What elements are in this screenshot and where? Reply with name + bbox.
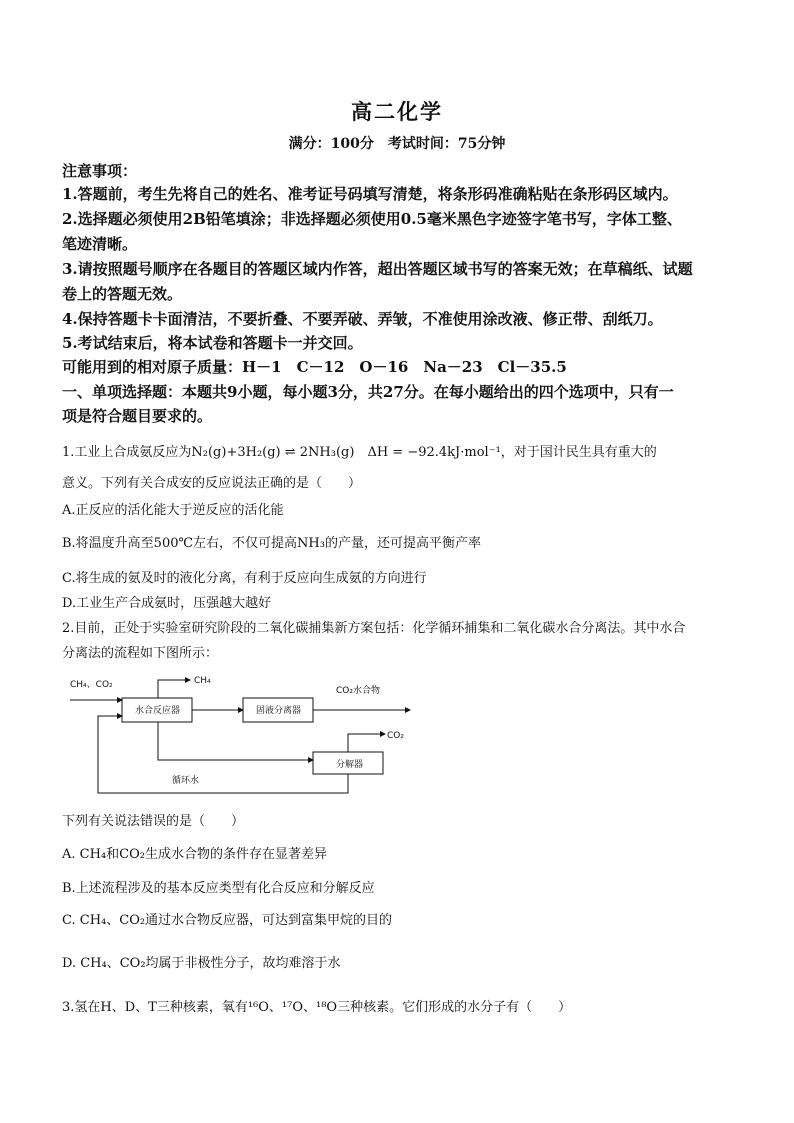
- ch4-out-label: CH₄: [194, 676, 211, 686]
- section-1-heading-line-1: 一、单项选择题：本题共9小题，每小题3分，共27分。在每小题给出的四个选项中，只有一: [62, 383, 674, 401]
- page-title: 高二化学: [351, 99, 443, 124]
- q2-option-c: C. CH₄、CO₂通过水合物反应器，可达到富集甲烷的目的: [62, 913, 393, 928]
- exam-info: 满分：100分 考试时间：75分钟: [288, 136, 506, 152]
- notice-item-3-line-2: 卷上的答题无效。: [62, 285, 183, 303]
- co2-out-arrow: [348, 734, 385, 752]
- q2-stem-line-1: 2.目前，正处于实验室研究阶段的二氧化碳捕集新方案包括：化学循环捕集和二氧化碳水合分离法。其中水合: [62, 621, 686, 636]
- section-1-heading-line-2: 项是符合题目要求的。: [62, 407, 213, 425]
- q1-option-a: A.正反应的活化能大于逆反应的活化能: [62, 503, 284, 518]
- reactor-to-decomposer-arrow: [158, 722, 313, 760]
- notice-item-2-line-1: 2.选择题必须使用2B铅笔填涂；非选择题必须使用0.5毫米黑色字迹签字笔书写，字体工整、: [62, 210, 682, 228]
- ch4-out-arrow: [158, 680, 190, 698]
- q1-option-b: B.将温度升高至500℃左右，不仅可提高NH₃的产量，还可提高平衡产率: [62, 536, 481, 551]
- notice-item-2-line-2: 笔迹清晰。: [62, 235, 138, 253]
- decomposer-label: 分解器: [336, 760, 364, 770]
- notice-heading: 注意事项：: [62, 162, 138, 180]
- q1-stem-line-1: 1.工业上合成氨反应为N₂(g)+3H₂(g) ⇌ 2NH₃(g) ΔH = −92.4kJ·mol⁻¹，对于国计民生具有重大的: [62, 445, 657, 460]
- notice-item-5: 5.考试结束后，将本试卷和答题卡一并交回。: [62, 334, 363, 352]
- q1-option-d: D.工业生产合成氨时，压强越大越好: [62, 596, 272, 611]
- recycle-water-arrow: [98, 716, 348, 793]
- notice-item-1: 1.答题前，考生先将自己的姓名、准考证号码填写清楚，将条形码准确粘贴在条形码区域内。: [62, 185, 678, 203]
- separator-label: 固液分离器: [256, 706, 302, 716]
- q1-stem-line-2: 意义。下列有关合成安的反应说法正确的是（ ）: [62, 476, 362, 491]
- q2-question: 下列有关说法错误的是（ ）: [62, 814, 245, 829]
- q1-option-c: C.将生成的氨及时的液化分离，有利于反应向生成氨的方向进行: [62, 571, 427, 586]
- atomic-masses: 可能用到的相对原子质量：H－1 C－12 O－16 Na－23 Cl－35.5: [62, 358, 567, 376]
- notice-item-4: 4.保持答题卡卡面清洁，不要折叠、不要弄破、弄皱，不准使用涂改液、修正带、刮纸刀。: [62, 310, 663, 328]
- recycle-water-label: 循环水: [172, 776, 200, 786]
- q2-stem-line-2: 分离法的流程如下图所示：: [62, 646, 219, 661]
- hydrate-out-label: CO₂水合物: [336, 686, 380, 696]
- q2-option-b: B.上述流程涉及的基本反应类型有化合反应和分解反应: [62, 881, 375, 896]
- feed-label: CH₄、CO₂: [70, 680, 113, 690]
- co2-out-label: CO₂: [387, 731, 404, 741]
- hydration-separation-flow-diagram: [60, 672, 420, 800]
- q3-stem: 3.氢在H、D、T三种核素，氧有¹⁶O、¹⁷O、¹⁸O三种核素。它们形成的水分子有（ ）: [62, 1000, 572, 1015]
- reactor-label: 水合反应器: [135, 706, 181, 716]
- q2-option-a: A. CH₄和CO₂生成水合物的条件存在显著差异: [62, 847, 327, 862]
- q2-option-d: D. CH₄、CO₂均属于非极性分子，故均难溶于水: [62, 956, 341, 971]
- notice-item-3-line-1: 3.请按照题号顺序在各题目的答题区域内作答，超出答题区域书写的答案无效；在草稿纸、试题: [62, 260, 693, 278]
